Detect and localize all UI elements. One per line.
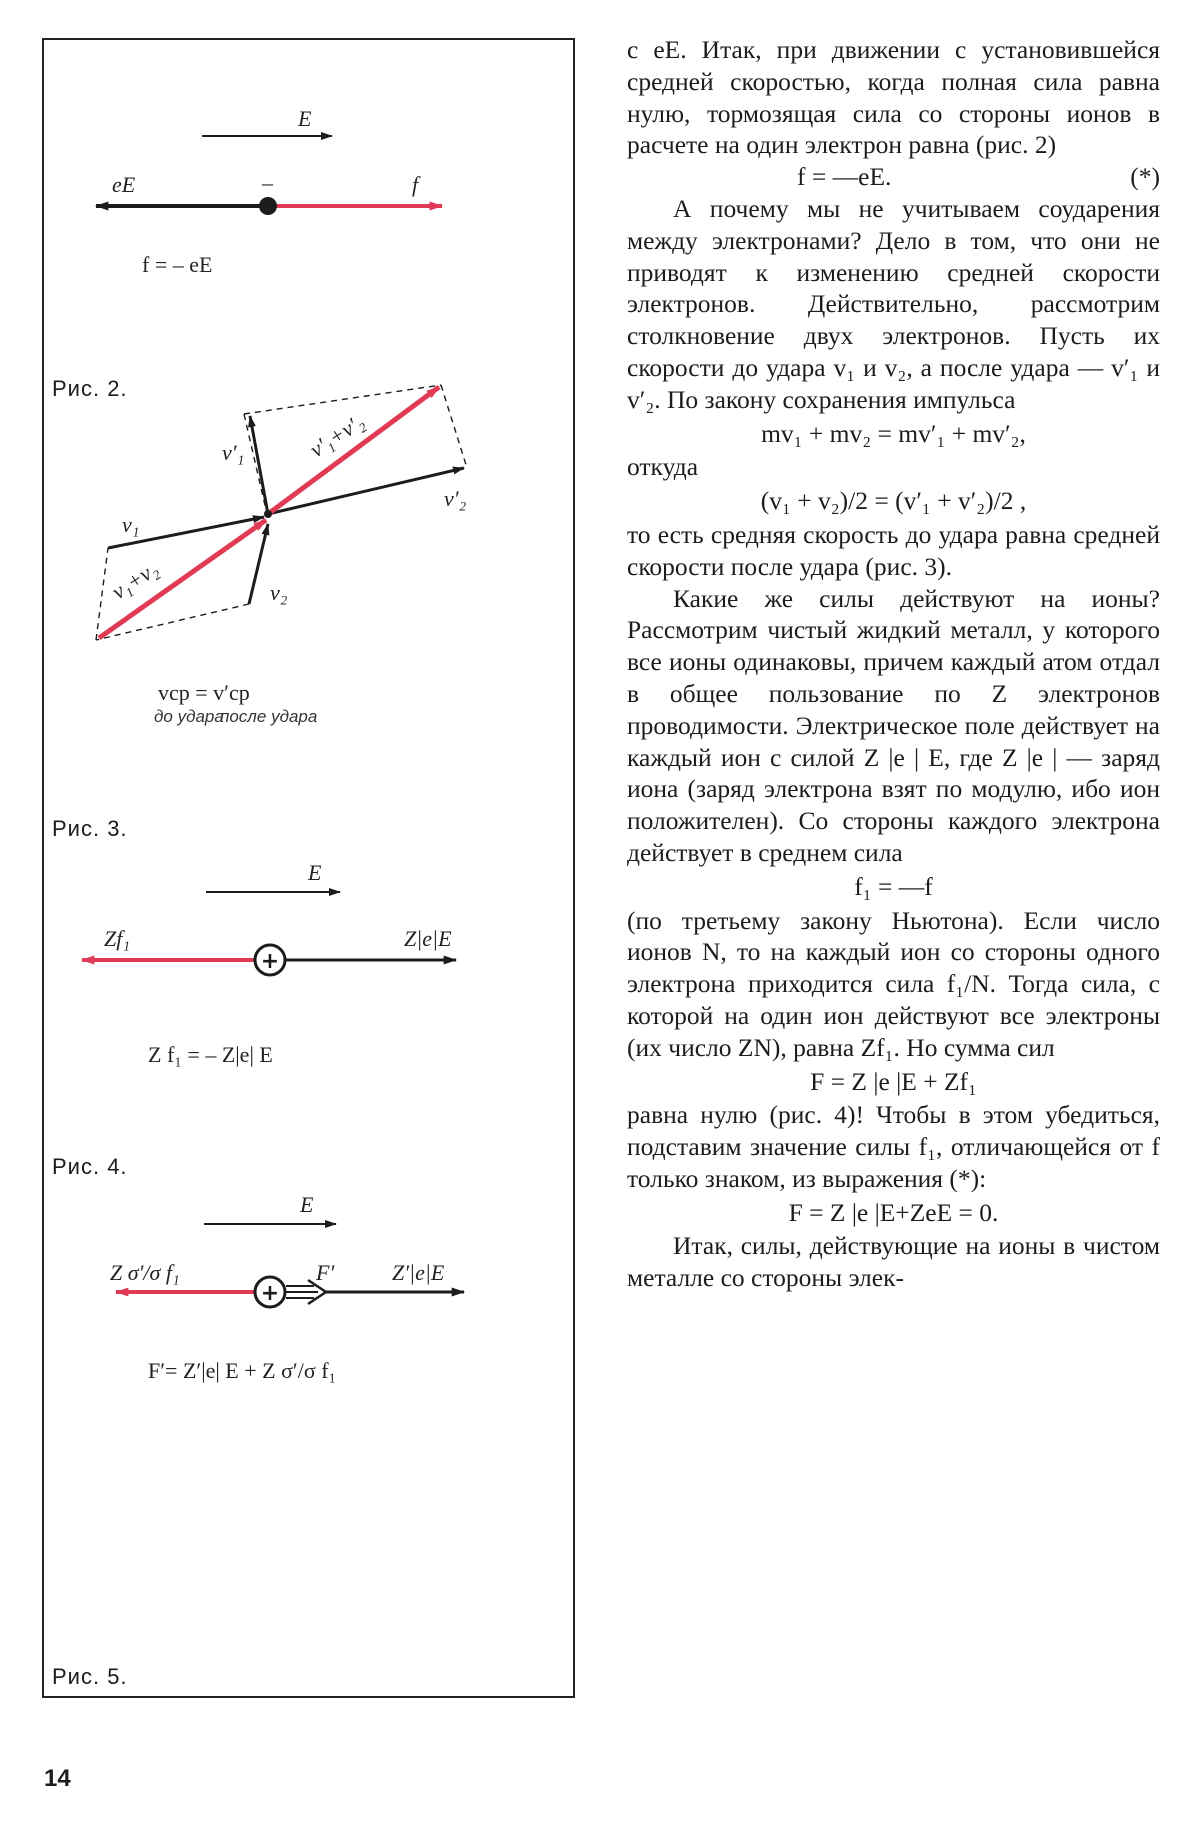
paragraph: Итак, силы, действующие на ионы в чистом металле со стороны элек- (627, 1231, 1160, 1293)
force-left-label-fig2: eE (112, 172, 136, 197)
formula-fig4: Z f₁ = – Z|e| E (148, 1042, 273, 1067)
label-v1: v₁ (122, 512, 140, 537)
figure-4 (82, 860, 456, 1067)
equation-3: (v₁ + v₂)/2 = (v′₁ + v′₂)/2 , (760, 486, 1027, 516)
figure-panel (42, 38, 575, 1698)
caption-fig5: Рис. 5. (52, 1664, 128, 1689)
equation-6: F = Z |e |E+ZeE = 0. (788, 1197, 999, 1227)
figure-3 (96, 385, 467, 726)
left-label-fig4: Zf₁ (104, 926, 130, 951)
caption-fig2: Рис. 2. (52, 376, 128, 401)
paragraph: Какие же силы действуют на ионы? Рассмотрим чистый жидкий металл, у которого все ионы одинаковы, причем каждый атом отдал в общее пользование по Z электронов проводимости. Электрическое поле действует на каждый ион с силой Z |e | E, где Z |e | — заряд иона (заряд электрона взят по модулю, ибо ион положителен). Со стороны каждого электрона действует в среднем сила (627, 583, 1160, 867)
collision-point (264, 510, 272, 518)
formula-fig3: vср = v′ср (158, 680, 250, 705)
field-label-fig2: E (298, 106, 312, 131)
label-v2-prime: v′₂ (444, 486, 467, 511)
body-text-column (627, 34, 1160, 1294)
figures-drawing (44, 40, 577, 1700)
before-label: до удара (154, 707, 224, 726)
plus-icon: + (260, 949, 280, 974)
equation-5: F = Z |e |E + Zf₁ (810, 1066, 977, 1096)
equation-star (627, 161, 1160, 193)
mid-label-fig5: F′ (316, 1260, 335, 1285)
left-label-fig5: Z σ′/σ f₁ (110, 1260, 180, 1285)
equation-4: f₁ = —f (854, 871, 933, 901)
paragraph: то есть средняя скорость до удара равна средней скорости после удара (рис. 3). (627, 519, 1160, 581)
after-label: после удара (220, 707, 318, 726)
equation-mark: (*) (1130, 162, 1160, 192)
figure-2 (96, 106, 442, 277)
caption-fig4: Рис. 4. (52, 1154, 128, 1179)
right-label-fig4: Z|e|E (404, 926, 452, 951)
label-v1-prime: v′₁ (222, 440, 245, 465)
paragraph: (по третьему закону Ньютона). Если число ионов N, то на каждый ион со стороны одного электрона приходится сила f₁/N. Тогда сила, с которой на один ион действуют все электроны (их число ZN), равна Zf₁. Но сумма сил (627, 905, 1160, 1062)
paragraph: с eE. Итак, при движении с установившейся средней скоростью, когда полная сила равна нулю, тормозящая сила со стороны ионов в расчете на один электрон равна (рис. 2) (627, 35, 1160, 160)
label-v2: v₂ (270, 580, 288, 605)
field-label-fig5: E (300, 1192, 314, 1217)
plus-icon: + (260, 1281, 280, 1306)
label-sum-after: v′₁+v′₂ (305, 408, 369, 463)
formula-fig2: f = – eE (142, 252, 213, 277)
label-sum-before: v₁+v₂ (107, 556, 163, 605)
equation-1: f = —eE. (797, 162, 892, 192)
field-label-fig4: E (308, 860, 322, 885)
formula-fig5: F′= Z′|e| E + Z σ′/σ f₁ (148, 1358, 337, 1383)
right-label-fig5: Z′|e|E (392, 1260, 445, 1285)
electron-dot (259, 197, 277, 215)
figure-5 (110, 1192, 464, 1383)
velocity-v1-prime-arrow (250, 416, 268, 514)
paragraph: А почему мы не учитываем соударения между электронами? Дело в том, что они не приводят к изменению средней скорости электронов. Действительно, рассмотрим столкновение двух электронов. Пусть их скорости до удара v₁ и v₂, а после удара — v′₁ и v′₂. По закону сохранения импульса (627, 193, 1160, 414)
charge-sign-fig2: – (262, 170, 273, 195)
force-right-label-fig2: f (412, 172, 419, 197)
equation-2: mv₁ + mv₂ = mv′₁ + mv′₂, (761, 418, 1026, 448)
paragraph: равна нулю (рис. 4)! Чтобы в этом убедиться, подставим значение силы f₁, отличающейся от f только знаком, из выражения (*): (627, 1100, 1160, 1193)
caption-fig3: Рис. 3. (52, 816, 128, 841)
paragraph: откуда (627, 452, 699, 482)
page-number: 14 (44, 1765, 71, 1792)
velocity-v2-arrow (249, 524, 268, 604)
